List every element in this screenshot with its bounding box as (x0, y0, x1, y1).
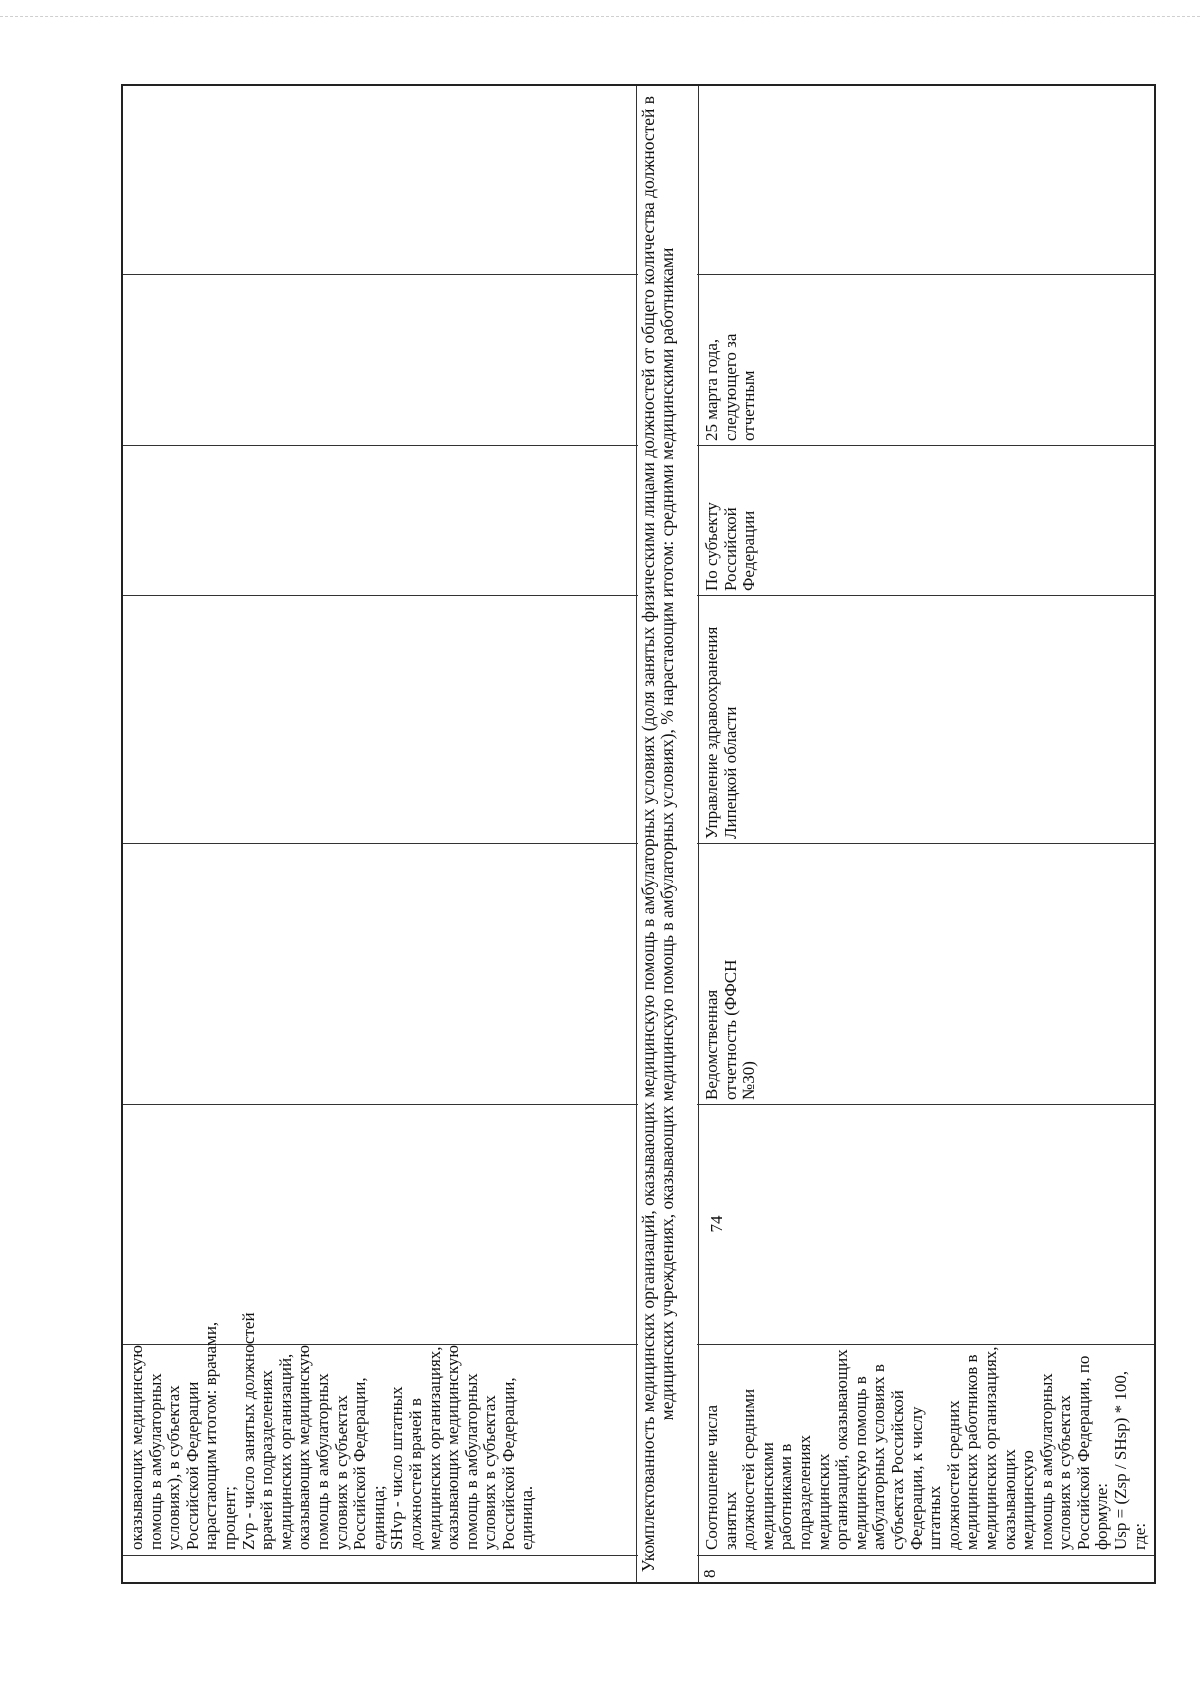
target-value: 74 (707, 1215, 726, 1233)
indicator-table (121, 84, 1156, 1584)
row-divider (698, 86, 699, 1582)
responsible-body: Управление здравоохранения Липецкой области (702, 626, 740, 839)
row-description: Соотношение числа занятых должностей средними медицинскими работниками в подразделениях медицинских организаций, оказывающих медицинскую помощь в амбулаторных условиях в субъектах Российской Федерации, к числу штатных должностей средних медицинских работников в медицинских организациях, оказывающих медицинскую помощь в амбулаторных условиях в субъектах Российской Федерации, по формуле: Usp = (Zsp / SHsp) * 100, где: (702, 1346, 1149, 1550)
data-source: Ведомственная отчетность (ФФСН №30) (702, 959, 759, 1100)
reporting-deadline: 25 марта года, следующего за отчетным (702, 333, 759, 441)
row-number: 8 (700, 1569, 719, 1578)
row-divider (636, 86, 637, 1582)
continuation-description: оказывающих медицинскую помощь в амбулаторных условиях), в субъектах Российской Федерации нарастающим итогом: врачами, процент; Zvp - число занятых должностей врачей в подразделениях медицинских организаций, оказывающих медицинскую помощь в амбулаторных условиях в субъектах Российской Федерации, единица; SHvp - число штатных должностей врачей в медицинских организациях, оказывающих медицинскую помощь в амбулаторных условиях в субъектах Российской Федерации, единица. (127, 1312, 537, 1550)
scan-edge-line (0, 16, 1200, 17)
reporting-level: По субъекту Российской Федерации (702, 502, 759, 591)
section-heading: Укомплектованность медицинских организаций, оказывающих медицинскую помощь в амбулаторных условиях (доля занятых физическими лицами должностей от общего количества должностей в медицинских учреждениях, оказывающих медицинскую помощь в амбулаторных условиях), % нарастающим итогом: средними медицинскими работниками (638, 95, 677, 1573)
